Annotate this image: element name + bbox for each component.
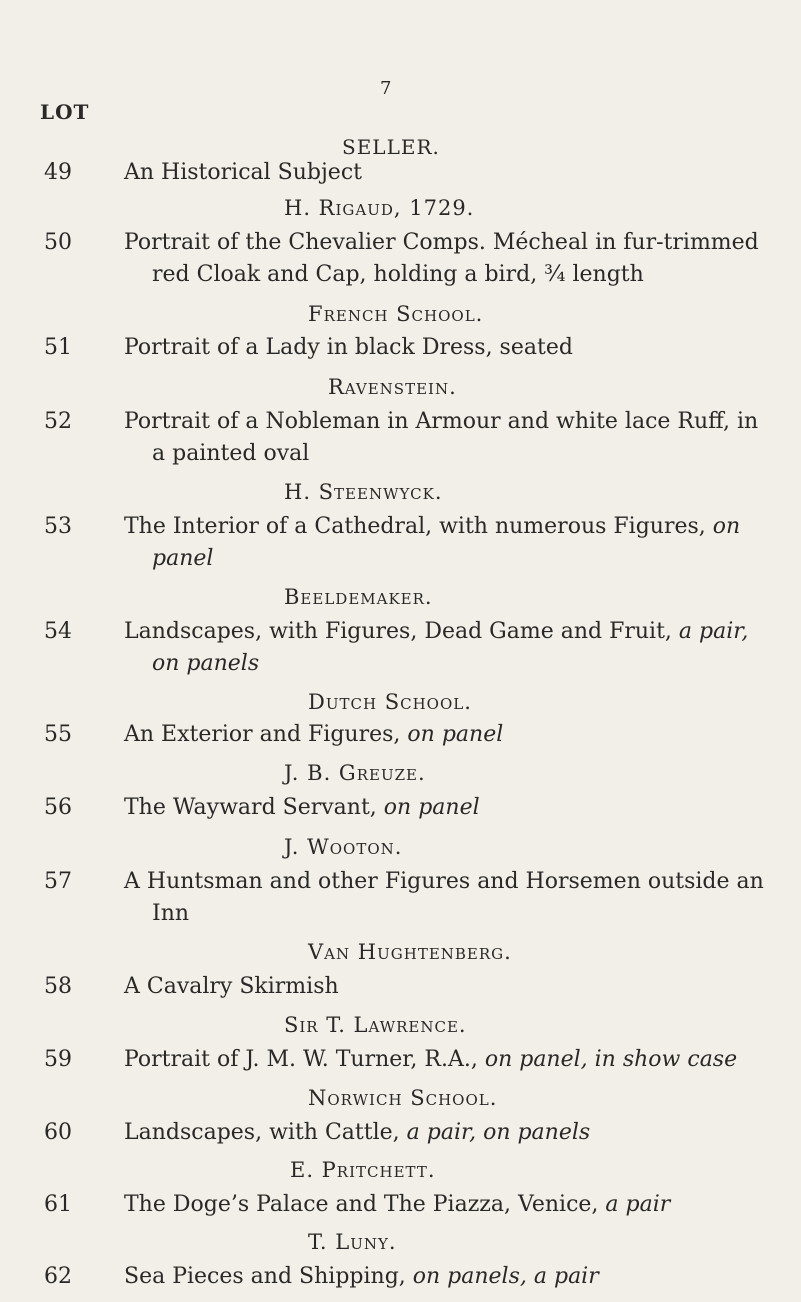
lot-number: 55: [44, 722, 72, 747]
lot-artist: H. Steenwyck.: [284, 480, 443, 504]
lot-artist: H. Rigaud, 1729.: [284, 196, 475, 220]
lot-number: 62: [44, 1264, 72, 1289]
lot-artist: Beeldemaker.: [284, 585, 433, 609]
seller-column-header: SELLER.: [342, 135, 440, 159]
lot-title: Sea Pieces and Shipping, on panels, a pair: [124, 1264, 599, 1289]
lot-title: An Historical Subject: [124, 160, 362, 185]
lot-artist: Sir T. Lawrence.: [284, 1013, 467, 1037]
lot-title: Portrait of a Lady in black Dress, seated: [124, 335, 573, 360]
lot-artist: T. Luny.: [308, 1230, 397, 1254]
lot-artist: Ravenstein.: [328, 375, 457, 399]
lot-number: 59: [44, 1047, 72, 1072]
lot-artist: J. Wooton.: [284, 835, 403, 859]
lot-artist: Van Hughtenberg.: [308, 940, 512, 964]
lot-number: 52: [44, 409, 72, 434]
lot-artist: French School.: [308, 302, 484, 326]
lot-title: Portrait of the Chevalier Comps. Mécheal in fur-trimmed: [124, 230, 759, 255]
lot-number: 49: [44, 160, 72, 185]
lot-title: Landscapes, with Figures, Dead Game and Fruit, a pair,: [124, 619, 749, 644]
lot-number: 61: [44, 1192, 72, 1217]
lot-title: The Wayward Servant, on panel: [124, 795, 480, 820]
lot-number: 57: [44, 869, 72, 894]
lot-number: 60: [44, 1120, 72, 1145]
lot-artist: Norwich School.: [308, 1086, 498, 1110]
lot-title: An Exterior and Figures, on panel: [124, 722, 504, 747]
lot-title-continuation: on panels: [152, 651, 260, 676]
lot-artist: J. B. Greuze.: [284, 761, 426, 785]
lot-title: A Cavalry Skirmish: [124, 974, 339, 999]
lot-title: Portrait of a Nobleman in Armour and white lace Ruff, in: [124, 409, 759, 434]
lot-title-continuation: red Cloak and Cap, holding a bird, ¾ length: [152, 262, 644, 287]
lot-artist: E. Pritchett.: [290, 1158, 436, 1182]
lot-title: A Huntsman and other Figures and Horsemen outside an: [124, 869, 764, 894]
lot-number: 50: [44, 230, 72, 255]
lot-title: The Interior of a Cathedral, with numerous Figures, on: [124, 514, 741, 539]
page-number: 7: [380, 78, 392, 99]
lot-number: 53: [44, 514, 72, 539]
lot-number: 51: [44, 335, 72, 360]
lot-title-continuation: panel: [152, 546, 214, 571]
lot-number: 58: [44, 974, 72, 999]
lot-title-continuation: Inn: [152, 901, 190, 926]
lot-title: The Doge’s Palace and The Piazza, Venice, a pair: [124, 1192, 671, 1217]
lot-artist: Dutch School.: [308, 690, 472, 714]
lot-number: 56: [44, 795, 72, 820]
lot-title: Landscapes, with Cattle, a pair, on panels: [124, 1120, 591, 1145]
lot-title-continuation: a painted oval: [152, 441, 310, 466]
lot-column-header: LOT: [40, 100, 90, 124]
lot-title: Portrait of J. M. W. Turner, R.A., on panel, in show case: [124, 1047, 738, 1072]
lot-number: 54: [44, 619, 72, 644]
